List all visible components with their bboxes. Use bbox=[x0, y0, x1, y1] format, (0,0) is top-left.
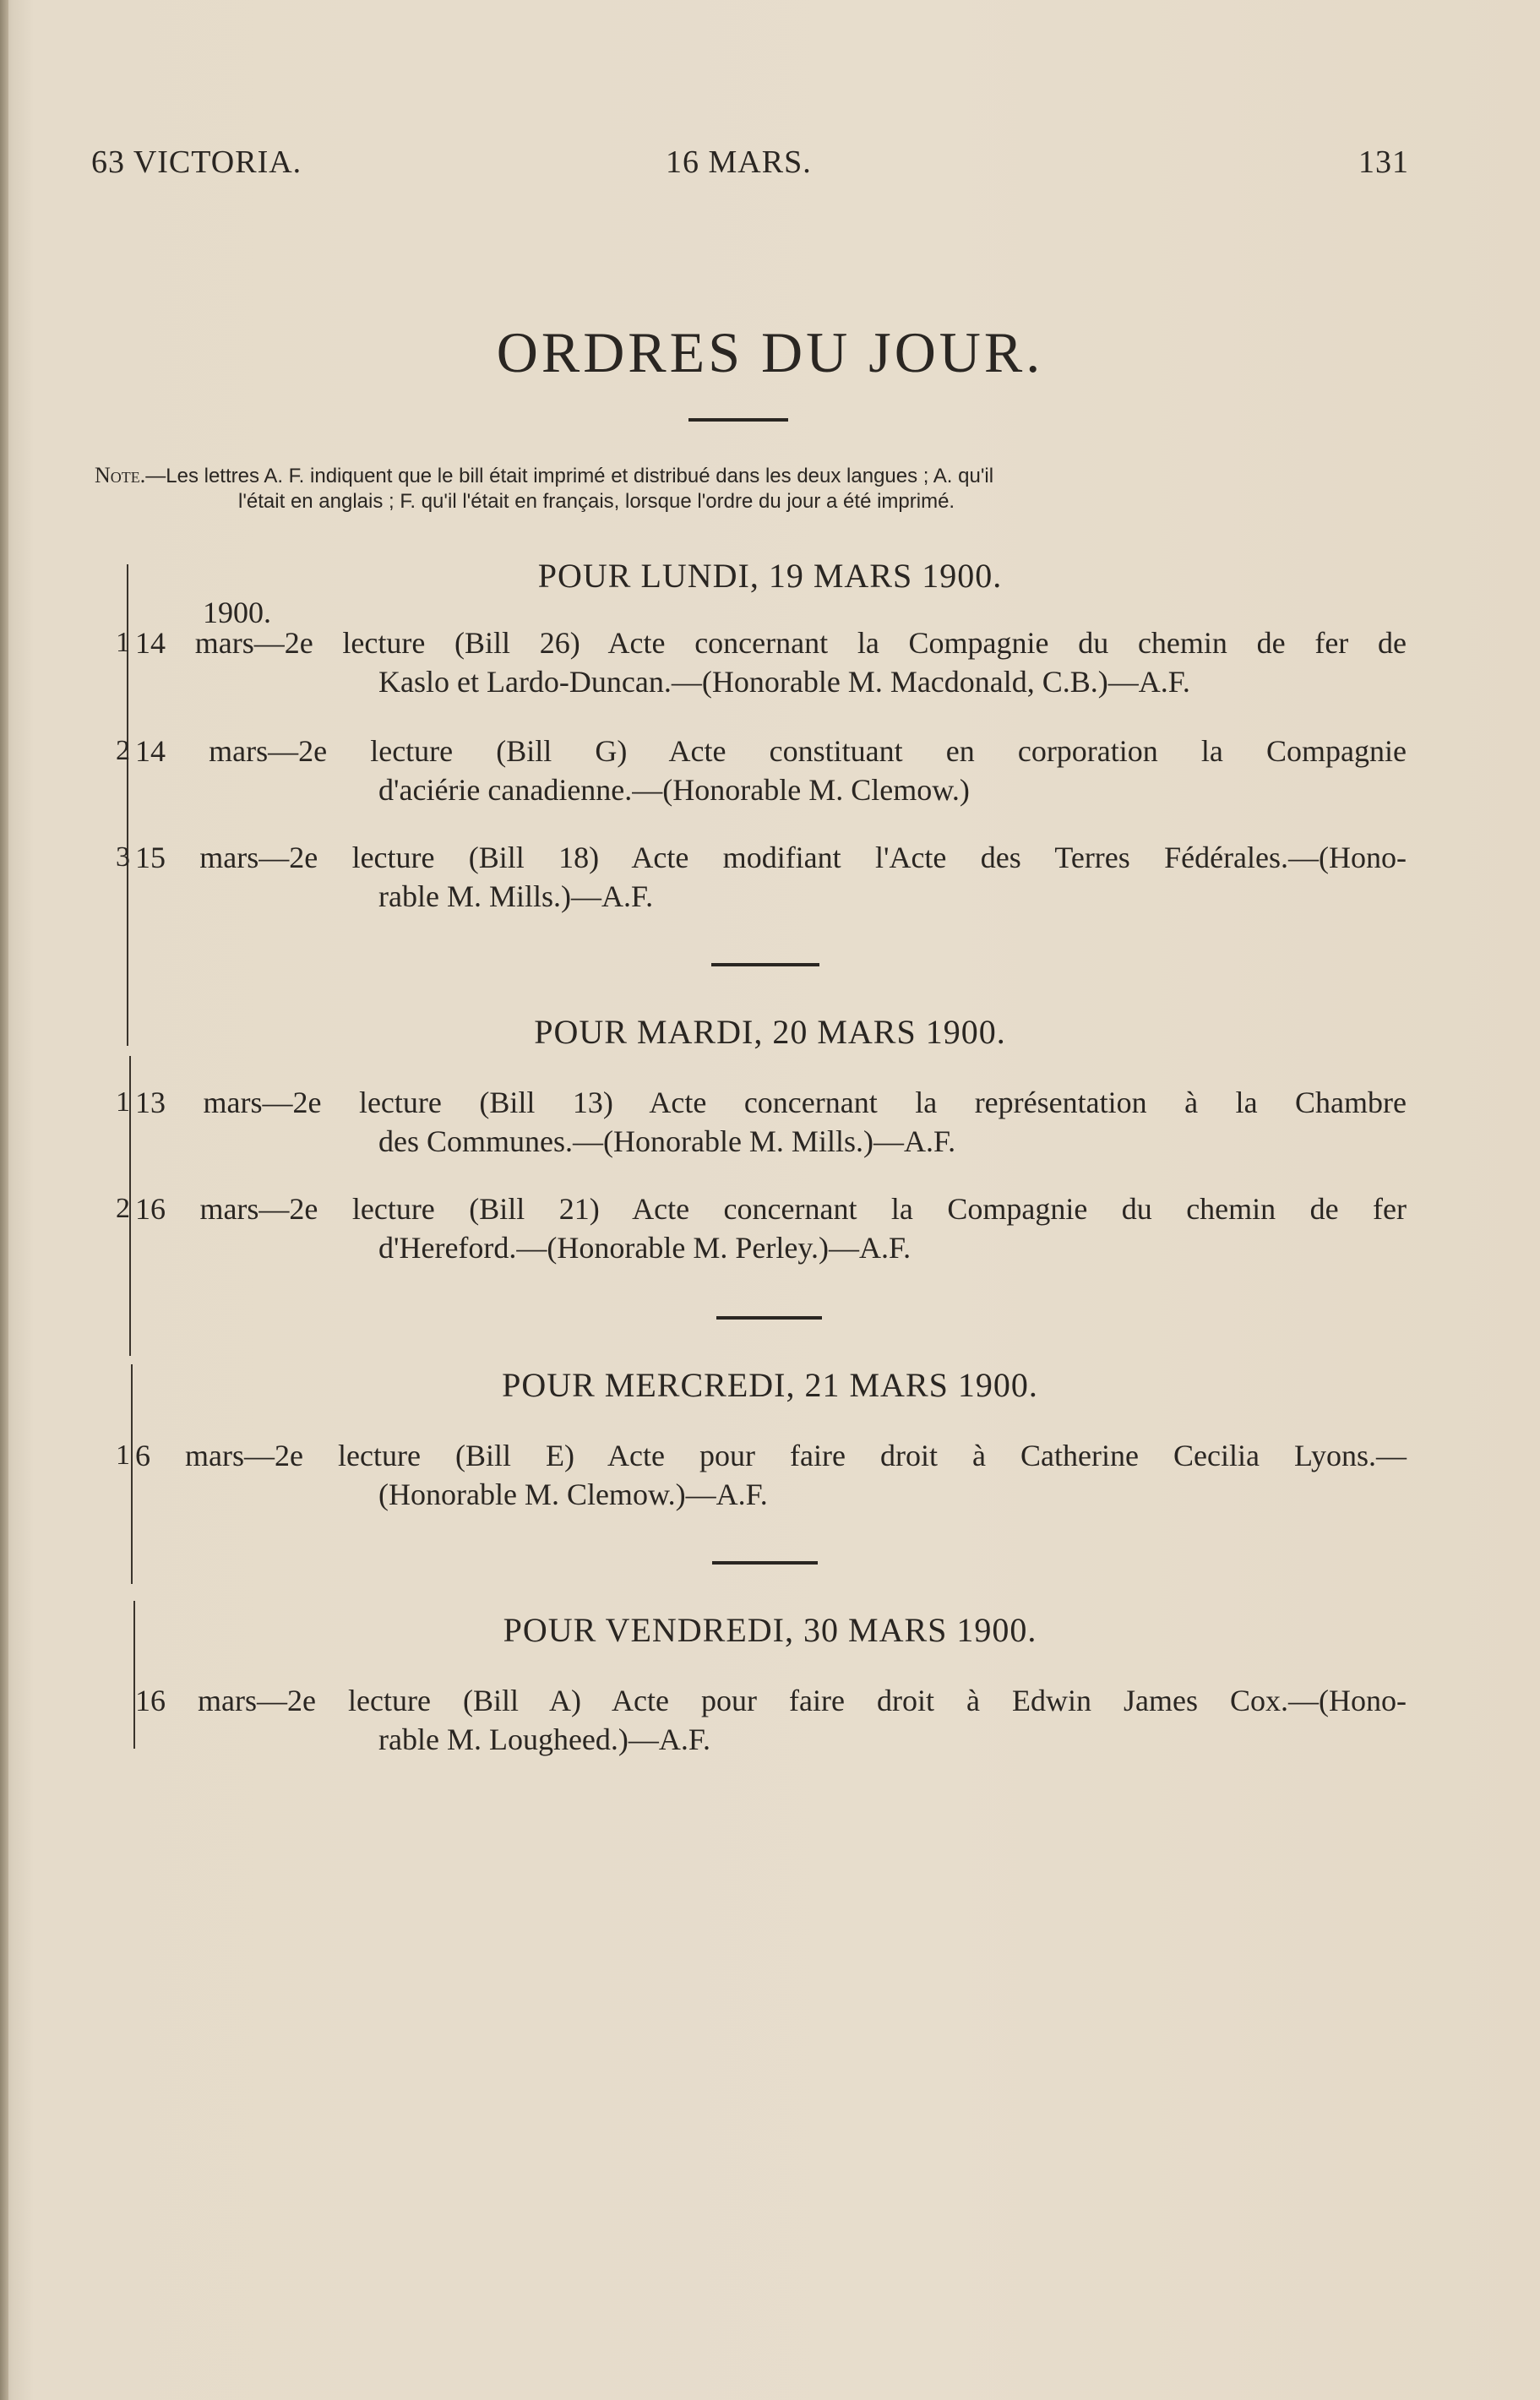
page-title: ORDRES DU JOUR. bbox=[496, 320, 1044, 384]
page-number: 131 bbox=[1358, 144, 1409, 180]
note-line-1 bbox=[95, 463, 1408, 489]
header-center: 16 MARS. bbox=[666, 144, 812, 180]
item-line-1: 16 mars—2e lecture (Bill A) Acte pour faire droit à Edwin James Cox.—(Hono- bbox=[135, 1684, 1407, 1717]
section-rule bbox=[716, 1316, 822, 1320]
section-rule bbox=[712, 1561, 818, 1565]
section-heading-mercredi: POUR MERCREDI, 21 MARS 1900. bbox=[502, 1366, 1038, 1404]
item-line-1: 14 mars—2e lecture (Bill G) Acte constituant en corporation la Compagnie bbox=[135, 734, 1407, 768]
item-number: 2 bbox=[116, 735, 130, 766]
item-line-2: d'aciérie canadienne.—(Honorable M. Clemow.) bbox=[378, 773, 970, 807]
item-number: 1 bbox=[116, 1439, 130, 1471]
item-number: 1 bbox=[116, 1086, 130, 1118]
item-number: 2 bbox=[116, 1193, 130, 1224]
item-line-2: rable M. Mills.)—A.F. bbox=[378, 879, 654, 913]
item-line-1: 14 mars—2e lecture (Bill 26) Acte concernant la Compagnie du chemin de fer de bbox=[135, 626, 1407, 660]
agenda-item bbox=[116, 1436, 1407, 1514]
agenda-item bbox=[116, 838, 1407, 916]
note-label: Note. bbox=[95, 463, 146, 487]
section-year: 1900. bbox=[203, 596, 271, 629]
title-rule bbox=[688, 418, 788, 422]
item-line-2: (Honorable M. Clemow.)—A.F. bbox=[378, 1478, 768, 1511]
item-line-1: 13 mars—2e lecture (Bill 13) Acte concernant la représentation à la Chambre bbox=[135, 1086, 1407, 1119]
item-line-2: Kaslo et Lardo-Duncan.—(Honorable M. Macdonald, C.B.)—A.F. bbox=[378, 665, 1190, 699]
section-heading-vendredi: POUR VENDREDI, 30 MARS 1900. bbox=[503, 1611, 1037, 1649]
section-heading-mardi: POUR MARDI, 20 MARS 1900. bbox=[534, 1013, 1006, 1051]
section-heading-lundi: POUR LUNDI, 19 MARS 1900. bbox=[537, 557, 1003, 595]
agenda-item bbox=[116, 623, 1407, 701]
agenda-item bbox=[135, 1681, 1407, 1759]
item-number: 3 bbox=[116, 841, 130, 873]
item-line-2: d'Hereford.—(Honorable M. Perley.)—A.F. bbox=[378, 1231, 911, 1265]
note-text-2: l'était en anglais ; F. qu'il l'était en français, lorsque l'ordre du jour a été imprimé. bbox=[238, 490, 955, 513]
item-line-1: 15 mars—2e lecture (Bill 18) Acte modifiant l'Acte des Terres Fédérales.—(Hono- bbox=[135, 841, 1407, 874]
agenda-item bbox=[116, 1189, 1407, 1267]
header-left: 63 VICTORIA. bbox=[91, 144, 302, 180]
item-line-1: 6 mars—2e lecture (Bill E) Acte pour faire droit à Catherine Cecilia Lyons.— bbox=[135, 1439, 1407, 1472]
section-rule bbox=[711, 963, 819, 966]
note bbox=[95, 463, 1408, 514]
note-text-1: —Les lettres A. F. indiquent que le bill était imprimé et distribué dans les deux langues ; A. qu'il bbox=[145, 465, 994, 487]
running-head bbox=[91, 144, 1409, 186]
agenda-item bbox=[116, 732, 1407, 809]
item-number: 1 bbox=[116, 627, 130, 658]
agenda-item bbox=[116, 1083, 1407, 1161]
item-line-1: 16 mars—2e lecture (Bill 21) Acte concernant la Compagnie du chemin de fer bbox=[135, 1192, 1407, 1226]
item-line-2: rable M. Lougheed.)—A.F. bbox=[378, 1722, 711, 1756]
item-line-2: des Communes.—(Honorable M. Mills.)—A.F. bbox=[378, 1124, 956, 1158]
